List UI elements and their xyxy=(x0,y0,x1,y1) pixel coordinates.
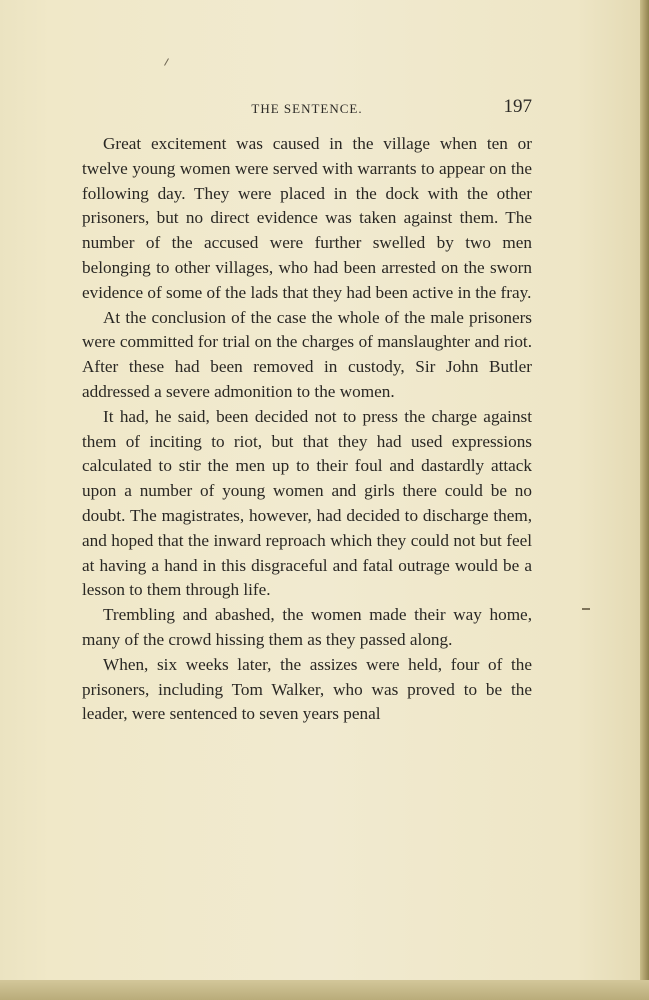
page-edge-right xyxy=(640,0,649,1000)
margin-dash xyxy=(582,608,590,610)
running-head xyxy=(82,96,532,122)
paragraph: It had, he said, been decided not to press the charge against them of inciting to riot, but that they had used expressions calculated to stir the men up to their foul and dastardly attack upon a number of young women and girls there could be no doubt. The magistrates, however, had decided to discharge them, and hoped that the inward reproach which they could not but feel at having a hand in this disgraceful and fatal outrage would be a lesson to them through life. xyxy=(82,406,532,600)
paragraph: At the conclusion of the case the whole of the male prisoners were committed for trial on the charges of manslaughter and riot. After these had been removed in custody, Sir John Butler addressed a severe admonition to the women. xyxy=(82,307,532,401)
page-edge-bottom xyxy=(0,980,649,1000)
body-text xyxy=(82,132,532,727)
paragraph: Trembling and abashed, the women made their way home, many of the crowd hissing them as they passed along. xyxy=(82,605,532,649)
paragraph: Great excitement was caused in the village when ten or twelve young women were served with warrants to appear on the following day. They were placed in the dock with the other prisoners, but no direct evidence was taken against them. The number of the accused were further swelled by two men belonging to other villages, who had been arrested on the sworn evidence of some of the lads that they had been active in the fray. xyxy=(82,134,532,302)
page-number: 197 xyxy=(503,96,532,117)
pencil-mark xyxy=(164,58,169,65)
paragraph: When, six weeks later, the assizes were held, four of the prisoners, including Tom Walker, who was proved to be the leader, were sentenced to seven years penal xyxy=(82,654,532,724)
running-title: THE SENTENCE. xyxy=(251,101,363,116)
